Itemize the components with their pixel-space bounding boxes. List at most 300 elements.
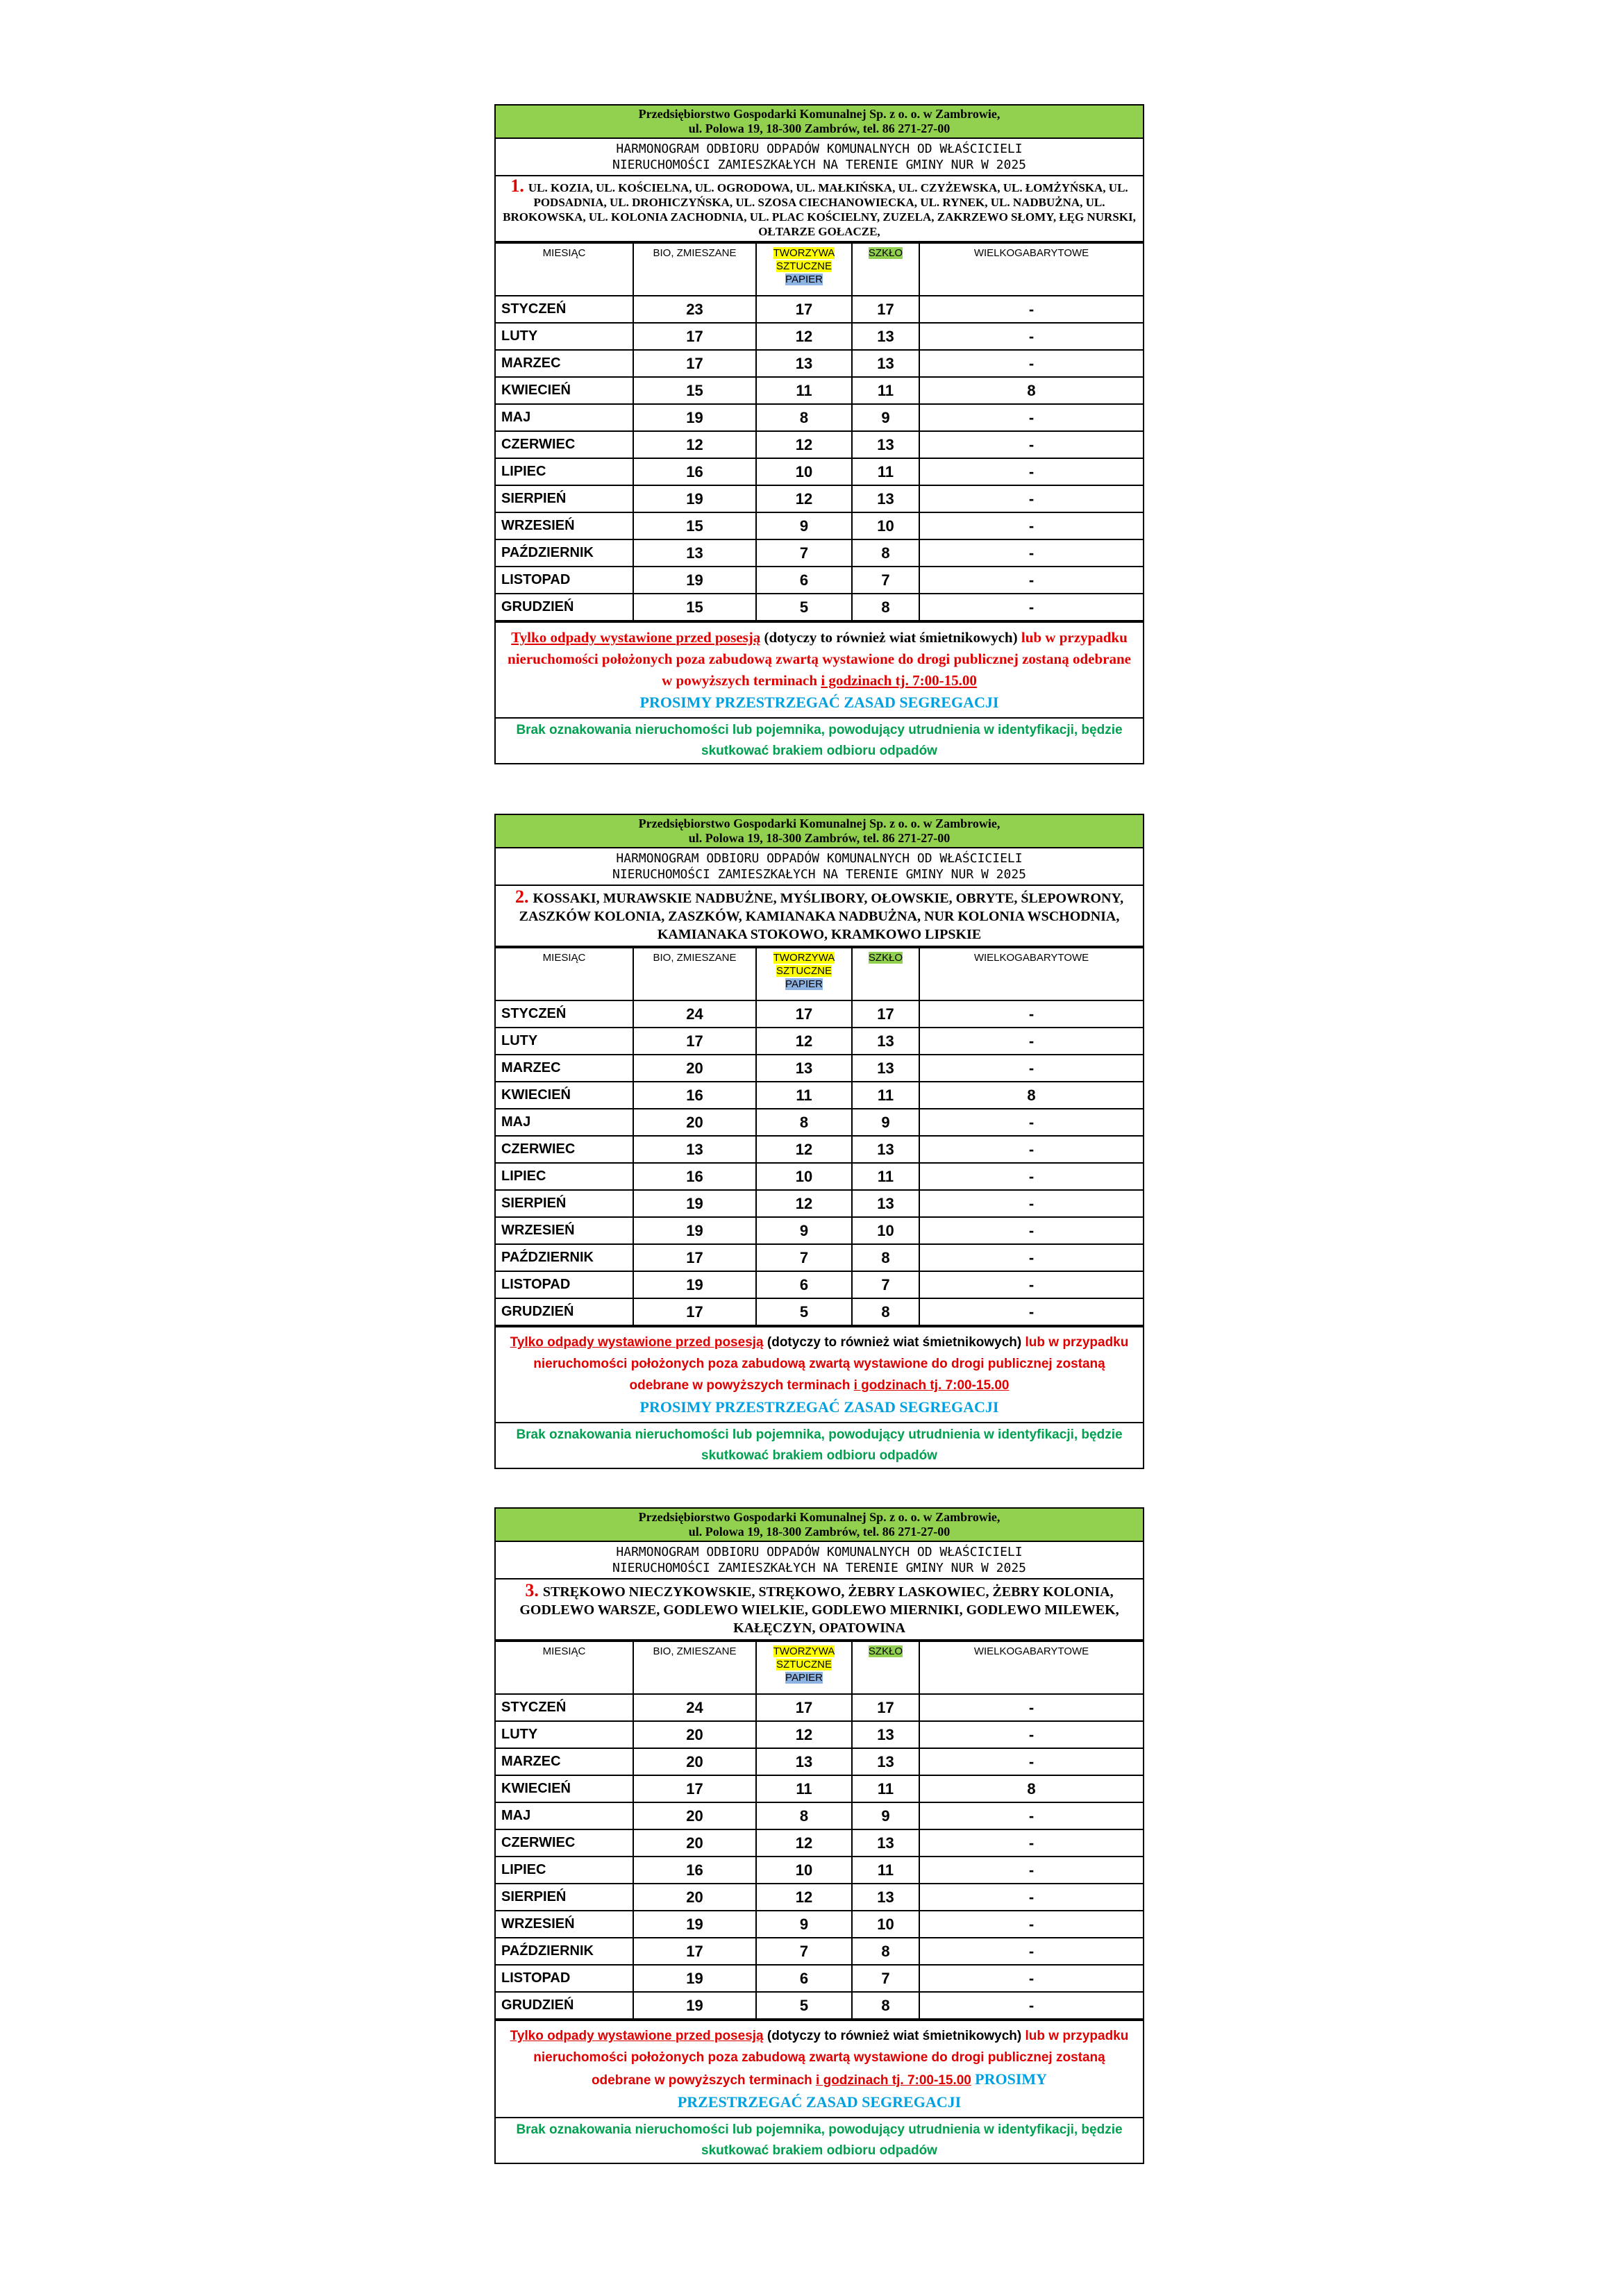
bio-cell: 19 xyxy=(633,404,756,431)
header-plastic: TWORZYWA xyxy=(773,247,835,259)
bulky-cell: - xyxy=(919,1136,1143,1163)
bio-cell: 19 xyxy=(633,1190,756,1217)
schedule-title xyxy=(496,848,1143,886)
table-row xyxy=(496,1082,1143,1109)
month-cell: KWIECIEŃ xyxy=(496,1775,633,1802)
plastic-cell: 11 xyxy=(756,1775,852,1802)
bio-cell: 13 xyxy=(633,539,756,567)
bulky-cell: 8 xyxy=(919,377,1143,404)
plastic-cell: 12 xyxy=(756,485,852,512)
bulky-cell: - xyxy=(919,1244,1143,1271)
plastic-cell: 12 xyxy=(756,1721,852,1748)
header-bulky: WIELKOGABARYTOWE xyxy=(919,948,1143,1000)
table-row xyxy=(496,485,1143,512)
table-row xyxy=(496,1884,1143,1911)
title-line: NIERUCHOMOŚCI ZAMIESZKAŁYCH NA TERENIE GMINY NUR W 2025 xyxy=(612,867,1027,882)
header-paper: PAPIER xyxy=(785,978,823,990)
month-cell: CZERWIEC xyxy=(496,1829,633,1857)
glass-cell: 13 xyxy=(852,350,919,377)
glass-cell: 17 xyxy=(852,1000,919,1028)
table-row xyxy=(496,1055,1143,1082)
labeling-warning: Brak oznakowania nieruchomości lub pojemnika, powodujący utrudnienia w identyfikacji, będzie skutkować brakiem odbioru odpadów xyxy=(496,1422,1143,1468)
company-address: ul. Polowa 19, 18-300 Zambrów, tel. 86 271-27-00 xyxy=(688,1525,951,1539)
bulky-cell: - xyxy=(919,594,1143,621)
table-row xyxy=(496,1965,1143,1992)
table-row xyxy=(496,323,1143,350)
month-cell: STYCZEŃ xyxy=(496,296,633,323)
header-paper: PAPIER xyxy=(785,274,823,285)
glass-cell: 10 xyxy=(852,1911,919,1938)
bio-cell: 17 xyxy=(633,1775,756,1802)
month-cell: LIPIEC xyxy=(496,1163,633,1190)
segregation-reminder: PRZESTRZEGAĆ ZASAD SEGREGACJI xyxy=(677,2093,962,2111)
table-row xyxy=(496,1271,1143,1298)
bulky-cell: - xyxy=(919,512,1143,539)
table-row xyxy=(496,1992,1143,2019)
bio-cell: 19 xyxy=(633,1911,756,1938)
bio-cell: 17 xyxy=(633,323,756,350)
plastic-cell: 6 xyxy=(756,1965,852,1992)
header-glass xyxy=(852,948,919,1000)
schedule-title xyxy=(496,139,1143,176)
table-row xyxy=(496,296,1143,323)
bulky-cell: - xyxy=(919,404,1143,431)
month-cell: WRZESIEŃ xyxy=(496,1217,633,1244)
glass-cell: 8 xyxy=(852,1992,919,2019)
plastic-cell: 9 xyxy=(756,1217,852,1244)
plastic-cell: 12 xyxy=(756,1136,852,1163)
month-cell: PAŹDZIERNIK xyxy=(496,1938,633,1965)
bulky-cell: - xyxy=(919,1000,1143,1028)
streets-list xyxy=(496,176,1143,242)
bulky-cell: - xyxy=(919,1271,1143,1298)
header-glass-label: SZKŁO xyxy=(868,247,903,259)
bulky-cell: - xyxy=(919,567,1143,594)
glass-cell: 7 xyxy=(852,1965,919,1992)
segregation-wrap xyxy=(503,1396,1136,1418)
schedule-table-2 xyxy=(494,814,1144,1469)
zone-number: 3. xyxy=(525,1580,539,1600)
header-glass xyxy=(852,243,919,296)
header-bio: BIO, ZMIESZANE xyxy=(633,1641,756,1694)
plastic-cell: 13 xyxy=(756,1055,852,1082)
bio-cell: 12 xyxy=(633,431,756,458)
notice-text: (dotyczy to również wiat śmietnikowych) xyxy=(760,629,1018,646)
plastic-cell: 5 xyxy=(756,594,852,621)
glass-cell: 11 xyxy=(852,1857,919,1884)
header-plastic: SZTUCZNE xyxy=(776,260,832,272)
segregation-wrap xyxy=(503,2091,1136,2113)
company-address: ul. Polowa 19, 18-300 Zambrów, tel. 86 271-27-00 xyxy=(688,121,951,135)
bio-cell: 15 xyxy=(633,512,756,539)
bulky-cell: - xyxy=(919,1190,1143,1217)
month-cell: LIPIEC xyxy=(496,458,633,485)
bulky-cell: - xyxy=(919,1694,1143,1721)
table-row xyxy=(496,1694,1143,1721)
month-cell: STYCZEŃ xyxy=(496,1000,633,1028)
plastic-cell: 6 xyxy=(756,1271,852,1298)
title-line: NIERUCHOMOŚCI ZAMIESZKAŁYCH NA TERENIE GMINY NUR W 2025 xyxy=(612,158,1027,172)
bulky-cell: - xyxy=(919,458,1143,485)
glass-cell: 11 xyxy=(852,377,919,404)
plastic-cell: 11 xyxy=(756,377,852,404)
plastic-cell: 9 xyxy=(756,512,852,539)
glass-cell: 13 xyxy=(852,431,919,458)
month-cell: GRUDZIEŃ xyxy=(496,1298,633,1325)
month-cell: PAŹDZIERNIK xyxy=(496,1244,633,1271)
bulky-cell: - xyxy=(919,1857,1143,1884)
plastic-cell: 5 xyxy=(756,1992,852,2019)
header-bulky: WIELKOGABARYTOWE xyxy=(919,243,1143,296)
notice-text: Tylko odpady wystawione xyxy=(510,1335,676,1350)
notice-text: lub w przypadku nieruchomości położonych poza zabudową zwartą wystawione do drogi publicznej zostaną odebrane w powyższych terminach xyxy=(533,2029,1129,2088)
plastic-cell: 7 xyxy=(756,1938,852,1965)
collection-notice xyxy=(496,1326,1143,1422)
plastic-cell: 6 xyxy=(756,567,852,594)
header-plastic: SZTUCZNE xyxy=(776,1659,832,1670)
month-cell: PAŹDZIERNIK xyxy=(496,539,633,567)
month-cell: KWIECIEŃ xyxy=(496,1082,633,1109)
month-cell: SIERPIEŃ xyxy=(496,1884,633,1911)
bulky-cell: - xyxy=(919,485,1143,512)
glass-cell: 17 xyxy=(852,1694,919,1721)
bio-cell: 24 xyxy=(633,1000,756,1028)
header-bio: BIO, ZMIESZANE xyxy=(633,243,756,296)
table-row xyxy=(496,1028,1143,1055)
header-plastic: TWORZYWA xyxy=(773,952,835,964)
table-row xyxy=(496,377,1143,404)
table-row xyxy=(496,594,1143,621)
table-header-row xyxy=(496,1641,1143,1694)
bio-cell: 16 xyxy=(633,458,756,485)
header-glass-label: SZKŁO xyxy=(868,1645,903,1657)
glass-cell: 11 xyxy=(852,1775,919,1802)
table-row xyxy=(496,512,1143,539)
company-header xyxy=(496,1509,1143,1542)
plastic-cell: 8 xyxy=(756,404,852,431)
bulky-cell: - xyxy=(919,1163,1143,1190)
month-cell: MARZEC xyxy=(496,350,633,377)
labeling-warning: Brak oznakowania nieruchomości lub pojemnika, powodujący utrudnienia w identyfikacji, będzie skutkować brakiem odbioru odpadów xyxy=(496,2117,1143,2163)
glass-cell: 13 xyxy=(852,1190,919,1217)
bulky-cell: - xyxy=(919,1938,1143,1965)
glass-cell: 13 xyxy=(852,485,919,512)
plastic-cell: 12 xyxy=(756,1884,852,1911)
plastic-cell: 17 xyxy=(756,1694,852,1721)
notice-text: przed posesją xyxy=(675,1335,764,1350)
month-cell: STYCZEŃ xyxy=(496,1694,633,1721)
notice-text: Tylko odpady wystawione xyxy=(511,629,676,646)
bulky-cell: - xyxy=(919,1748,1143,1775)
bio-cell: 16 xyxy=(633,1163,756,1190)
table-row xyxy=(496,539,1143,567)
collection-table xyxy=(496,1641,1143,2020)
bulky-cell: - xyxy=(919,1217,1143,1244)
schedule-table-1 xyxy=(494,104,1144,764)
glass-cell: 11 xyxy=(852,1163,919,1190)
notice-text: Tylko odpady wystawione xyxy=(510,2029,676,2043)
plastic-cell: 10 xyxy=(756,1163,852,1190)
month-cell: MAJ xyxy=(496,404,633,431)
plastic-cell: 8 xyxy=(756,1802,852,1829)
bulky-cell: - xyxy=(919,539,1143,567)
month-cell: SIERPIEŃ xyxy=(496,1190,633,1217)
header-plastic: TWORZYWA xyxy=(773,1645,835,1657)
bulky-cell: - xyxy=(919,1965,1143,1992)
table-row xyxy=(496,1000,1143,1028)
notice-text: i godzinach tj. 7:00-15.00 xyxy=(853,1378,1010,1393)
segregation-reminder: PROSIMY xyxy=(975,2070,1048,2088)
plastic-cell: 12 xyxy=(756,431,852,458)
title-line: HARMONOGRAM ODBIORU ODPADÓW KOMUNALNYCH OD WŁAŚCICIELI xyxy=(616,1545,1023,1559)
bio-cell: 19 xyxy=(633,1992,756,2019)
glass-cell: 9 xyxy=(852,1802,919,1829)
glass-cell: 13 xyxy=(852,1055,919,1082)
bio-cell: 20 xyxy=(633,1109,756,1136)
plastic-cell: 13 xyxy=(756,350,852,377)
bio-cell: 17 xyxy=(633,1244,756,1271)
month-cell: CZERWIEC xyxy=(496,431,633,458)
bulky-cell: - xyxy=(919,1992,1143,2019)
bio-cell: 15 xyxy=(633,377,756,404)
bio-cell: 19 xyxy=(633,1965,756,1992)
glass-cell: 10 xyxy=(852,512,919,539)
collection-notice xyxy=(496,621,1143,717)
month-cell: MARZEC xyxy=(496,1748,633,1775)
month-cell: GRUDZIEŃ xyxy=(496,1992,633,2019)
company-header xyxy=(496,815,1143,848)
notice-text: i godzinach tj. 7:00-15.00 xyxy=(816,2073,971,2088)
glass-cell: 7 xyxy=(852,1271,919,1298)
table-header-row xyxy=(496,243,1143,296)
table-row xyxy=(496,1217,1143,1244)
bio-cell: 19 xyxy=(633,1217,756,1244)
bio-cell: 17 xyxy=(633,1028,756,1055)
glass-cell: 13 xyxy=(852,1136,919,1163)
bulky-cell: - xyxy=(919,323,1143,350)
segregation-wrap xyxy=(503,692,1136,713)
header-glass-label: SZKŁO xyxy=(868,952,903,964)
bio-cell: 23 xyxy=(633,296,756,323)
bio-cell: 17 xyxy=(633,1298,756,1325)
bulky-cell: - xyxy=(919,1298,1143,1325)
table-row xyxy=(496,1190,1143,1217)
plastic-cell: 12 xyxy=(756,1829,852,1857)
table-row xyxy=(496,404,1143,431)
streets-list xyxy=(496,886,1143,947)
table-row xyxy=(496,458,1143,485)
bio-cell: 20 xyxy=(633,1748,756,1775)
notice-text: i godzinach tj. 7:00-15.00 xyxy=(821,672,977,689)
bulky-cell: 8 xyxy=(919,1082,1143,1109)
month-cell: LISTOPAD xyxy=(496,1271,633,1298)
plastic-cell: 12 xyxy=(756,323,852,350)
header-month: MIESIĄC xyxy=(496,243,633,296)
bulky-cell: - xyxy=(919,350,1143,377)
glass-cell: 11 xyxy=(852,458,919,485)
table-row xyxy=(496,567,1143,594)
header-plastic-paper xyxy=(756,948,852,1000)
glass-cell: 13 xyxy=(852,1748,919,1775)
company-name: Przedsiębiorstwo Gospodarki Komunalnej Sp. z o. o. w Zambrowie, xyxy=(638,816,1001,830)
month-cell: LUTY xyxy=(496,1721,633,1748)
bulky-cell: 8 xyxy=(919,1775,1143,1802)
zone-number: 1. xyxy=(510,176,524,196)
plastic-cell: 11 xyxy=(756,1082,852,1109)
month-cell: LUTY xyxy=(496,323,633,350)
notice-text: (dotyczy to również wiat śmietnikowych) xyxy=(763,1335,1022,1350)
table-row xyxy=(496,1829,1143,1857)
table-row xyxy=(496,350,1143,377)
notice-text: przed posesją xyxy=(676,629,761,646)
month-cell: MAJ xyxy=(496,1109,633,1136)
table-row xyxy=(496,1748,1143,1775)
collection-table xyxy=(496,947,1143,1326)
bio-cell: 20 xyxy=(633,1884,756,1911)
streets-text: STRĘKOWO NIECZYKOWSKIE, STRĘKOWO, ŻEBRY LASKOWIEC, ŻEBRY KOLONIA, GODLEWO WARSZE, GODLEWO WIELKIE, GODLEWO MIERNIKI, GODLEWO MILEWEK, KAŁĘCZYN, OPATOWINA xyxy=(519,1584,1119,1636)
plastic-cell: 12 xyxy=(756,1190,852,1217)
glass-cell: 9 xyxy=(852,1109,919,1136)
table-row xyxy=(496,1163,1143,1190)
header-month: MIESIĄC xyxy=(496,948,633,1000)
notice-text: lub w przypadku nieruchomości położonych poza zabudową zwartą wystawione do drogi publicznej zostaną odebrane w powyższych terminach xyxy=(508,629,1131,689)
glass-cell: 8 xyxy=(852,1938,919,1965)
bulky-cell: - xyxy=(919,1109,1143,1136)
header-plastic-paper xyxy=(756,1641,852,1694)
segregation-reminder: PROSIMY PRZESTRZEGAĆ ZASAD SEGREGACJI xyxy=(639,1398,999,1416)
bio-cell: 15 xyxy=(633,594,756,621)
notice-text: przed posesją xyxy=(675,2029,764,2043)
bio-cell: 17 xyxy=(633,350,756,377)
table-row xyxy=(496,1775,1143,1802)
bulky-cell: - xyxy=(919,431,1143,458)
glass-cell: 9 xyxy=(852,404,919,431)
bio-cell: 16 xyxy=(633,1082,756,1109)
table-row xyxy=(496,431,1143,458)
month-cell: SIERPIEŃ xyxy=(496,485,633,512)
bulky-cell: - xyxy=(919,1028,1143,1055)
bulky-cell: - xyxy=(919,296,1143,323)
header-bio: BIO, ZMIESZANE xyxy=(633,948,756,1000)
month-cell: MAJ xyxy=(496,1802,633,1829)
plastic-cell: 7 xyxy=(756,1244,852,1271)
month-cell: LIPIEC xyxy=(496,1857,633,1884)
month-cell: LUTY xyxy=(496,1028,633,1055)
glass-cell: 13 xyxy=(852,1829,919,1857)
glass-cell: 13 xyxy=(852,1028,919,1055)
plastic-cell: 13 xyxy=(756,1748,852,1775)
bulky-cell: - xyxy=(919,1829,1143,1857)
plastic-cell: 10 xyxy=(756,458,852,485)
glass-cell: 10 xyxy=(852,1217,919,1244)
bulky-cell: - xyxy=(919,1884,1143,1911)
header-paper: PAPIER xyxy=(785,1672,823,1684)
plastic-cell: 5 xyxy=(756,1298,852,1325)
table-row xyxy=(496,1298,1143,1325)
table-row xyxy=(496,1857,1143,1884)
table-header-row xyxy=(496,948,1143,1000)
glass-cell: 8 xyxy=(852,539,919,567)
bulky-cell: - xyxy=(919,1721,1143,1748)
header-month: MIESIĄC xyxy=(496,1641,633,1694)
collection-table xyxy=(496,242,1143,621)
company-name: Przedsiębiorstwo Gospodarki Komunalnej Sp. z o. o. w Zambrowie, xyxy=(638,1510,1001,1524)
table-row xyxy=(496,1938,1143,1965)
glass-cell: 8 xyxy=(852,1244,919,1271)
collection-notice xyxy=(496,2020,1143,2117)
company-name: Przedsiębiorstwo Gospodarki Komunalnej Sp. z o. o. w Zambrowie, xyxy=(638,107,1001,121)
title-line: HARMONOGRAM ODBIORU ODPADÓW KOMUNALNYCH OD WŁAŚCICIELI xyxy=(616,851,1023,866)
plastic-cell: 10 xyxy=(756,1857,852,1884)
month-cell: WRZESIEŃ xyxy=(496,1911,633,1938)
bio-cell: 19 xyxy=(633,485,756,512)
zone-number: 2. xyxy=(514,887,529,907)
bio-cell: 19 xyxy=(633,1271,756,1298)
bio-cell: 19 xyxy=(633,567,756,594)
bio-cell: 24 xyxy=(633,1694,756,1721)
month-cell: LISTOPAD xyxy=(496,1965,633,1992)
header-bulky: WIELKOGABARYTOWE xyxy=(919,1641,1143,1694)
bio-cell: 16 xyxy=(633,1857,756,1884)
month-cell: GRUDZIEŃ xyxy=(496,594,633,621)
month-cell: MARZEC xyxy=(496,1055,633,1082)
labeling-warning: Brak oznakowania nieruchomości lub pojemnika, powodujący utrudnienia w identyfikacji, będzie skutkować brakiem odbioru odpadów xyxy=(496,717,1143,763)
month-cell: KWIECIEŃ xyxy=(496,377,633,404)
glass-cell: 7 xyxy=(852,567,919,594)
title-line: HARMONOGRAM ODBIORU ODPADÓW KOMUNALNYCH OD WŁAŚCICIELI xyxy=(616,142,1023,156)
streets-text: KOSSAKI, MURAWSKIE NADBUŻNE, MYŚLIBORY, OŁOWSKIE, OBRYTE, ŚLEPOWRONY, ZASZKÓW KOLONIA, ZASZKÓW, KAMIANAKA NADBUŻNA, NUR KOLONIA WSCHODNIA, KAMIANAKA STOKOWO, KRAMKOWO LIPSKIE xyxy=(519,891,1124,942)
notice-text: lub w przypadku nieruchomości położonych poza zabudową zwartą wystawione do drogi publicznej zostaną odebrane w powyższych terminach xyxy=(533,1335,1129,1393)
segregation-reminder: PROSIMY PRZESTRZEGAĆ ZASAD SEGREGACJI xyxy=(639,694,999,711)
bio-cell: 13 xyxy=(633,1136,756,1163)
bulky-cell: - xyxy=(919,1055,1143,1082)
schedule-table-3 xyxy=(494,1507,1144,2164)
plastic-cell: 8 xyxy=(756,1109,852,1136)
month-cell: WRZESIEŃ xyxy=(496,512,633,539)
glass-cell: 11 xyxy=(852,1082,919,1109)
plastic-cell: 17 xyxy=(756,296,852,323)
header-plastic: SZTUCZNE xyxy=(776,965,832,977)
title-line: NIERUCHOMOŚCI ZAMIESZKAŁYCH NA TERENIE GMINY NUR W 2025 xyxy=(612,1561,1027,1575)
bulky-cell: - xyxy=(919,1911,1143,1938)
bio-cell: 20 xyxy=(633,1055,756,1082)
table-row xyxy=(496,1136,1143,1163)
month-cell: CZERWIEC xyxy=(496,1136,633,1163)
plastic-cell: 7 xyxy=(756,539,852,567)
plastic-cell: 17 xyxy=(756,1000,852,1028)
glass-cell: 8 xyxy=(852,594,919,621)
bio-cell: 17 xyxy=(633,1938,756,1965)
table-row xyxy=(496,1721,1143,1748)
bio-cell: 20 xyxy=(633,1829,756,1857)
streets-text: UL. KOZIA, UL. KOŚCIELNA, UL. OGRODOWA, UL. MAŁKIŃSKA, UL. CZYŻEWSKA, UL. ŁOMŻYŃSKA, UL. PODSADNIA, UL. DROHICZYŃSKA, UL. SZOSA CIECHANOWIECKA, UL. RYNEK, UL. NADBUŻNA, UL. BROKOWSKA, UL. KOLONIA ZACHODNIA, UL. PLAC KOŚCIELNY, ZUZELA, ZAKRZEWO SŁOMY, ŁĘG NURSKI, OŁTARZE GOŁACZE, xyxy=(503,181,1136,238)
bio-cell: 20 xyxy=(633,1802,756,1829)
glass-cell: 17 xyxy=(852,296,919,323)
table-row xyxy=(496,1802,1143,1829)
glass-cell: 13 xyxy=(852,1721,919,1748)
company-header xyxy=(496,106,1143,139)
bio-cell: 20 xyxy=(633,1721,756,1748)
header-plastic-paper xyxy=(756,243,852,296)
table-row xyxy=(496,1911,1143,1938)
glass-cell: 8 xyxy=(852,1298,919,1325)
table-row xyxy=(496,1244,1143,1271)
header-glass xyxy=(852,1641,919,1694)
glass-cell: 13 xyxy=(852,323,919,350)
schedule-title xyxy=(496,1542,1143,1579)
month-cell: LISTOPAD xyxy=(496,567,633,594)
plastic-cell: 9 xyxy=(756,1911,852,1938)
